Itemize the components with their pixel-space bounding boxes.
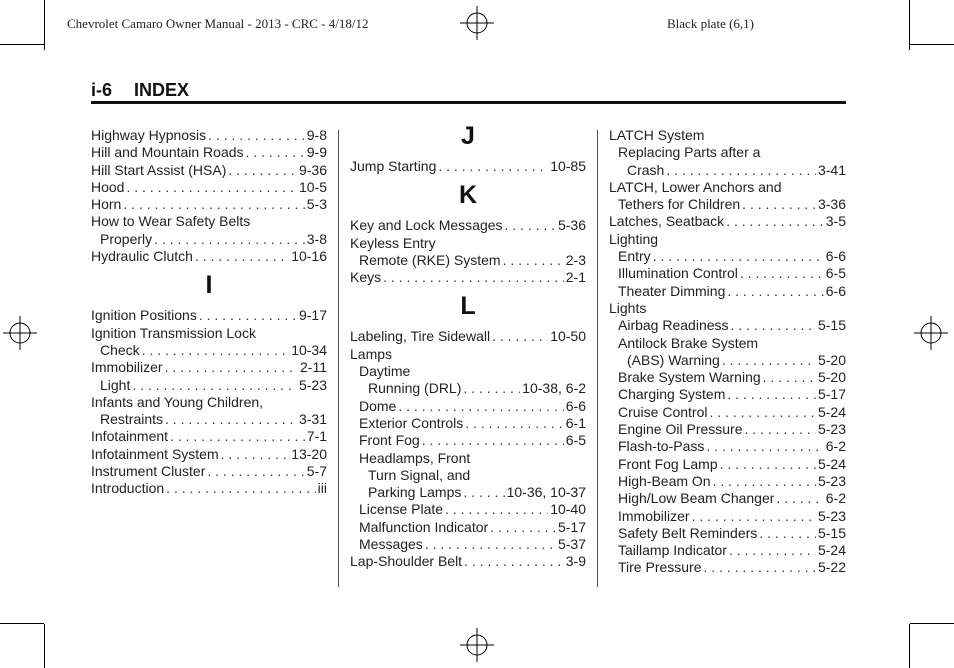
index-term: Messages	[359, 536, 423, 553]
index-term: Immobilizer	[91, 359, 163, 376]
dot-leader	[505, 217, 556, 234]
plate-info-right: Black plate (6,1)	[667, 16, 754, 31]
index-page-ref: 7-1	[306, 428, 327, 445]
dot-leader	[165, 411, 297, 428]
index-entry	[91, 359, 327, 376]
index-entry	[609, 369, 846, 386]
index-page-ref: 9-9	[306, 144, 327, 161]
index-page-ref: 5-36	[557, 217, 586, 234]
index-page-ref: 3-36	[817, 196, 846, 213]
index-column-2	[350, 122, 586, 571]
dot-leader	[463, 380, 520, 397]
index-page-ref: 6-2	[825, 438, 846, 455]
dot-leader	[398, 398, 563, 415]
index-term: Latches, Seatback	[609, 213, 725, 230]
index-entry	[350, 398, 586, 415]
index-page-ref: 10-34	[291, 341, 327, 358]
index-entry	[350, 501, 586, 518]
index-page-ref: 10-38, 6-2	[522, 380, 586, 397]
index-page-ref: 6-6	[825, 248, 846, 265]
index-term: Hood	[91, 178, 125, 195]
index-entry	[350, 467, 586, 484]
index-page-ref: 5-15	[817, 524, 846, 541]
index-term: Key and Lock Messages	[350, 217, 503, 234]
page-header	[91, 80, 189, 101]
index-entry	[91, 377, 327, 394]
dot-leader	[742, 196, 816, 213]
index-term: Highway Hypnosis	[91, 127, 207, 143]
header-rule	[91, 101, 846, 104]
index-entry	[91, 446, 327, 463]
index-entry	[609, 162, 846, 179]
index-letter-heading: K	[458, 181, 478, 210]
index-entry	[350, 519, 586, 536]
dot-leader	[438, 158, 548, 175]
index-entry	[350, 432, 586, 449]
dot-leader	[383, 269, 564, 286]
index-letter-heading: I	[205, 271, 213, 300]
dot-leader	[729, 542, 816, 559]
index-entry	[350, 346, 586, 363]
column-divider	[597, 130, 598, 587]
dot-leader	[464, 553, 564, 570]
index-term: Infants and Young Children,	[91, 393, 264, 410]
index-entry	[91, 325, 327, 342]
index-term: Malfunction Indicator	[359, 518, 489, 535]
index-term: Hill and Mountain Roads	[91, 144, 244, 161]
index-page-ref: 6-6	[825, 282, 846, 299]
index-entry	[609, 473, 846, 490]
dot-leader	[713, 473, 816, 490]
dot-leader	[726, 213, 824, 230]
dot-leader	[126, 179, 297, 196]
index-entry	[350, 252, 586, 269]
dot-leader	[142, 342, 290, 359]
index-entry	[609, 265, 846, 282]
index-term: Entry	[618, 248, 651, 265]
index-entry	[91, 231, 327, 248]
index-page-ref: 9-17	[298, 307, 327, 324]
crop-mark	[910, 623, 954, 624]
index-entry	[609, 490, 846, 507]
index-term: Light	[100, 376, 131, 393]
index-entry	[91, 463, 327, 480]
index-entry	[609, 352, 846, 369]
index-term: Dome	[359, 397, 397, 414]
index-entry	[91, 196, 327, 213]
index-entry	[91, 179, 327, 196]
index-page-ref: 5-37	[557, 536, 586, 553]
crop-mark	[0, 623, 44, 624]
index-entry	[609, 386, 846, 403]
dot-leader	[727, 283, 823, 300]
index-page-ref: 5-20	[817, 351, 846, 368]
index-page-ref: 5-23	[298, 376, 327, 393]
index-page-ref: iii	[317, 480, 327, 497]
index-term: Hill Start Assist (HSA)	[91, 161, 227, 178]
index-term: Brake System Warning	[618, 369, 761, 386]
index-term: Replacing Parts after a	[618, 144, 761, 161]
index-page-ref: 13-20	[291, 445, 327, 462]
index-entry	[350, 536, 586, 553]
index-entry	[609, 213, 846, 230]
index-term: Charging System	[618, 386, 726, 403]
index-term: Exterior Controls	[359, 414, 464, 431]
index-entry	[350, 380, 586, 397]
index-entry	[609, 421, 846, 438]
index-term: Ignition Positions	[91, 307, 197, 324]
index-page-ref: 10-50	[550, 328, 586, 345]
index-page-ref: 3-8	[306, 230, 327, 247]
index-page-ref: 2-1	[565, 269, 586, 286]
index-entry	[609, 559, 846, 576]
dot-leader	[170, 428, 305, 445]
index-term: Ignition Transmission Lock	[91, 324, 256, 341]
index-page-ref: 5-24	[817, 455, 846, 472]
dot-leader	[465, 415, 564, 432]
dot-leader	[727, 386, 816, 403]
index-term: Running (DRL)	[368, 380, 462, 397]
index-page-ref: 10-36, 10-37	[506, 484, 586, 501]
dot-leader	[445, 501, 548, 518]
index-entry	[91, 411, 327, 428]
dot-leader	[195, 248, 289, 265]
dot-leader	[706, 438, 823, 455]
index-term: Keyless Entry	[350, 234, 436, 251]
index-term: Headlamps, Front	[359, 449, 471, 466]
dot-leader	[704, 559, 816, 576]
index-term: Flash-to-Pass	[618, 438, 705, 455]
index-entry	[609, 508, 846, 525]
dot-leader	[722, 352, 816, 369]
index-term: How to Wear Safety Belts	[91, 213, 251, 230]
index-entry	[91, 162, 327, 179]
index-term: Keys	[350, 269, 382, 286]
dot-leader	[776, 490, 823, 507]
dot-leader	[653, 248, 824, 265]
index-page-ref: 5-22	[817, 559, 846, 576]
index-term: Antilock Brake System	[618, 334, 759, 351]
index-term: Front Fog Lamp	[618, 455, 718, 472]
index-entry	[609, 283, 846, 300]
index-entry	[350, 450, 586, 467]
index-letter-heading: J	[461, 122, 475, 150]
index-term: Lighting	[609, 230, 659, 247]
index-term: High/Low Beam Changer	[618, 490, 775, 507]
dot-leader	[492, 328, 548, 345]
index-term: Tire Pressure	[618, 559, 702, 576]
index-page-ref: 5-15	[817, 317, 846, 334]
index-entry	[609, 231, 846, 248]
index-entry	[609, 438, 846, 455]
dot-leader	[740, 265, 824, 282]
index-term: Restraints	[100, 411, 164, 428]
crop-mark	[909, 0, 910, 50]
index-term: Instrument Cluster	[91, 463, 206, 480]
registration-mark-icon	[914, 316, 948, 350]
index-term: Crash	[627, 161, 665, 178]
index-entry	[350, 269, 586, 286]
dot-leader	[166, 480, 315, 497]
dot-leader	[692, 508, 816, 525]
index-term: Daytime	[359, 363, 411, 380]
dot-leader	[199, 307, 297, 324]
index-page-ref: 10-16	[291, 248, 327, 265]
index-entry	[609, 127, 846, 144]
index-page-ref: 3-31	[298, 411, 327, 428]
index-page-ref: 5-17	[557, 518, 586, 535]
index-term: Airbag Readiness	[618, 317, 729, 334]
dot-leader	[246, 144, 305, 161]
dot-leader	[731, 317, 816, 334]
dot-leader	[425, 536, 556, 553]
index-page-ref: 3-9	[565, 553, 586, 570]
registration-mark-icon	[460, 6, 494, 40]
index-term: LATCH, Lower Anchors and	[609, 178, 782, 195]
dot-leader	[165, 359, 298, 376]
index-term: Turn Signal, and	[368, 466, 471, 483]
index-term: Horn	[91, 196, 122, 213]
index-entry	[609, 456, 846, 473]
index-term: Tethers for Children	[618, 196, 741, 213]
dot-leader	[503, 252, 564, 269]
dot-leader	[720, 456, 816, 473]
index-page-ref: 5-23	[817, 507, 846, 524]
index-term: Properly	[100, 230, 153, 247]
index-entry	[350, 217, 586, 234]
index-term: Engine Oil Pressure	[618, 421, 743, 438]
crop-mark	[44, 624, 45, 668]
index-column-3	[609, 127, 846, 577]
dot-leader	[228, 162, 297, 179]
index-entry	[609, 196, 846, 213]
crop-mark	[909, 624, 910, 668]
index-page-ref: 5-24	[817, 403, 846, 420]
index-page-ref: 9-36	[298, 161, 327, 178]
index-entry	[609, 248, 846, 265]
column-divider	[338, 130, 339, 587]
index-page-ref: 6-5	[565, 432, 586, 449]
index-term: Lamps	[350, 345, 393, 362]
index-entry	[91, 480, 327, 497]
index-entry	[609, 179, 846, 196]
index-page-ref: 2-3	[565, 251, 586, 268]
index-page-ref: 10-40	[550, 501, 586, 518]
index-page-ref: 5-23	[817, 472, 846, 489]
index-entry	[350, 328, 586, 345]
index-term: Jump Starting	[350, 158, 437, 174]
dot-leader	[208, 127, 305, 144]
index-term: (ABS) Warning	[627, 351, 720, 368]
index-page-ref: 5-23	[817, 421, 846, 438]
index-term: LATCH System	[609, 127, 705, 143]
index-term: Hydraulic Clutch	[91, 248, 193, 265]
dot-leader	[422, 432, 564, 449]
index-entry	[350, 235, 586, 252]
dot-leader	[490, 519, 556, 536]
index-term: Lights	[609, 299, 647, 316]
index-term: Remote (RKE) System	[359, 251, 501, 268]
index-term: Taillamp Indicator	[618, 542, 727, 559]
dot-leader	[745, 421, 816, 438]
registration-mark-icon	[3, 316, 37, 350]
index-term: Infotainment	[91, 428, 169, 445]
index-page-ref: 6-1	[565, 414, 586, 431]
index-page-ref: 6-5	[825, 265, 846, 282]
index-entry	[91, 394, 327, 411]
index-term: Infotainment System	[91, 445, 219, 462]
dot-leader	[123, 196, 304, 213]
index-page-ref: 3-5	[825, 213, 846, 230]
index-entry	[350, 158, 586, 175]
index-term: Immobilizer	[618, 507, 690, 524]
dot-leader	[763, 369, 816, 386]
index-term: Lap-Shoulder Belt	[350, 553, 463, 570]
dot-leader	[759, 525, 816, 542]
index-entry	[350, 363, 586, 380]
index-page-ref: 5-20	[817, 369, 846, 386]
index-page-ref: 6-2	[825, 490, 846, 507]
index-term: Front Fog	[359, 432, 420, 449]
index-column-1	[91, 127, 327, 498]
page-number: i-6	[91, 80, 113, 100]
index-term: Theater Dimming	[618, 282, 726, 299]
dot-leader	[132, 377, 297, 394]
index-term: Parking Lamps	[368, 484, 462, 501]
index-entry	[91, 144, 327, 161]
index-entry	[609, 542, 846, 559]
index-term: Introduction	[91, 480, 165, 497]
index-page-ref: 3-41	[817, 161, 846, 178]
index-letter-heading: L	[460, 292, 476, 321]
crop-mark	[0, 44, 44, 45]
index-entry	[91, 213, 327, 230]
index-page-ref: 5-17	[817, 386, 846, 403]
registration-mark-icon	[460, 628, 494, 662]
index-term: Check	[100, 341, 140, 358]
index-page-ref: 5-24	[817, 542, 846, 559]
index-entry	[609, 335, 846, 352]
index-term: Illumination Control	[618, 265, 738, 282]
index-term: Cruise Control	[618, 403, 708, 420]
index-page-ref: 6-6	[565, 397, 586, 414]
crop-mark	[910, 44, 954, 45]
crop-mark	[44, 0, 45, 50]
index-page-ref: 10-5	[298, 178, 327, 195]
index-entry	[609, 404, 846, 421]
index-page-ref: 5-3	[306, 196, 327, 213]
index-entry	[91, 342, 327, 359]
index-entry	[91, 428, 327, 445]
dot-leader	[207, 463, 304, 480]
index-entry	[609, 317, 846, 334]
dot-leader	[666, 162, 816, 179]
index-entry	[609, 525, 846, 542]
dot-leader	[221, 446, 290, 463]
index-entry	[609, 144, 846, 161]
index-entry	[350, 415, 586, 432]
dot-leader	[154, 231, 305, 248]
index-page-ref: 10-85	[550, 158, 586, 174]
index-page-ref: 5-7	[306, 463, 327, 480]
index-entry	[91, 307, 327, 324]
index-entry	[91, 127, 327, 144]
index-page-ref: 9-8	[306, 127, 327, 143]
index-term: Safety Belt Reminders	[618, 524, 758, 541]
index-term: Labeling, Tire Sidewall	[350, 328, 491, 345]
index-entry	[609, 300, 846, 317]
index-page-ref: 2-11	[300, 359, 327, 376]
index-term: High-Beam On	[618, 472, 711, 489]
page-title: INDEX	[134, 80, 190, 100]
dot-leader	[463, 484, 504, 501]
dot-leader	[709, 404, 815, 421]
plate-info-left: Chevrolet Camaro Owner Manual - 2013 - CRC - 4/18/12	[67, 16, 369, 31]
index-entry	[350, 484, 586, 501]
index-entry	[350, 553, 586, 570]
index-term: License Plate	[359, 501, 444, 518]
index-entry	[91, 248, 327, 265]
